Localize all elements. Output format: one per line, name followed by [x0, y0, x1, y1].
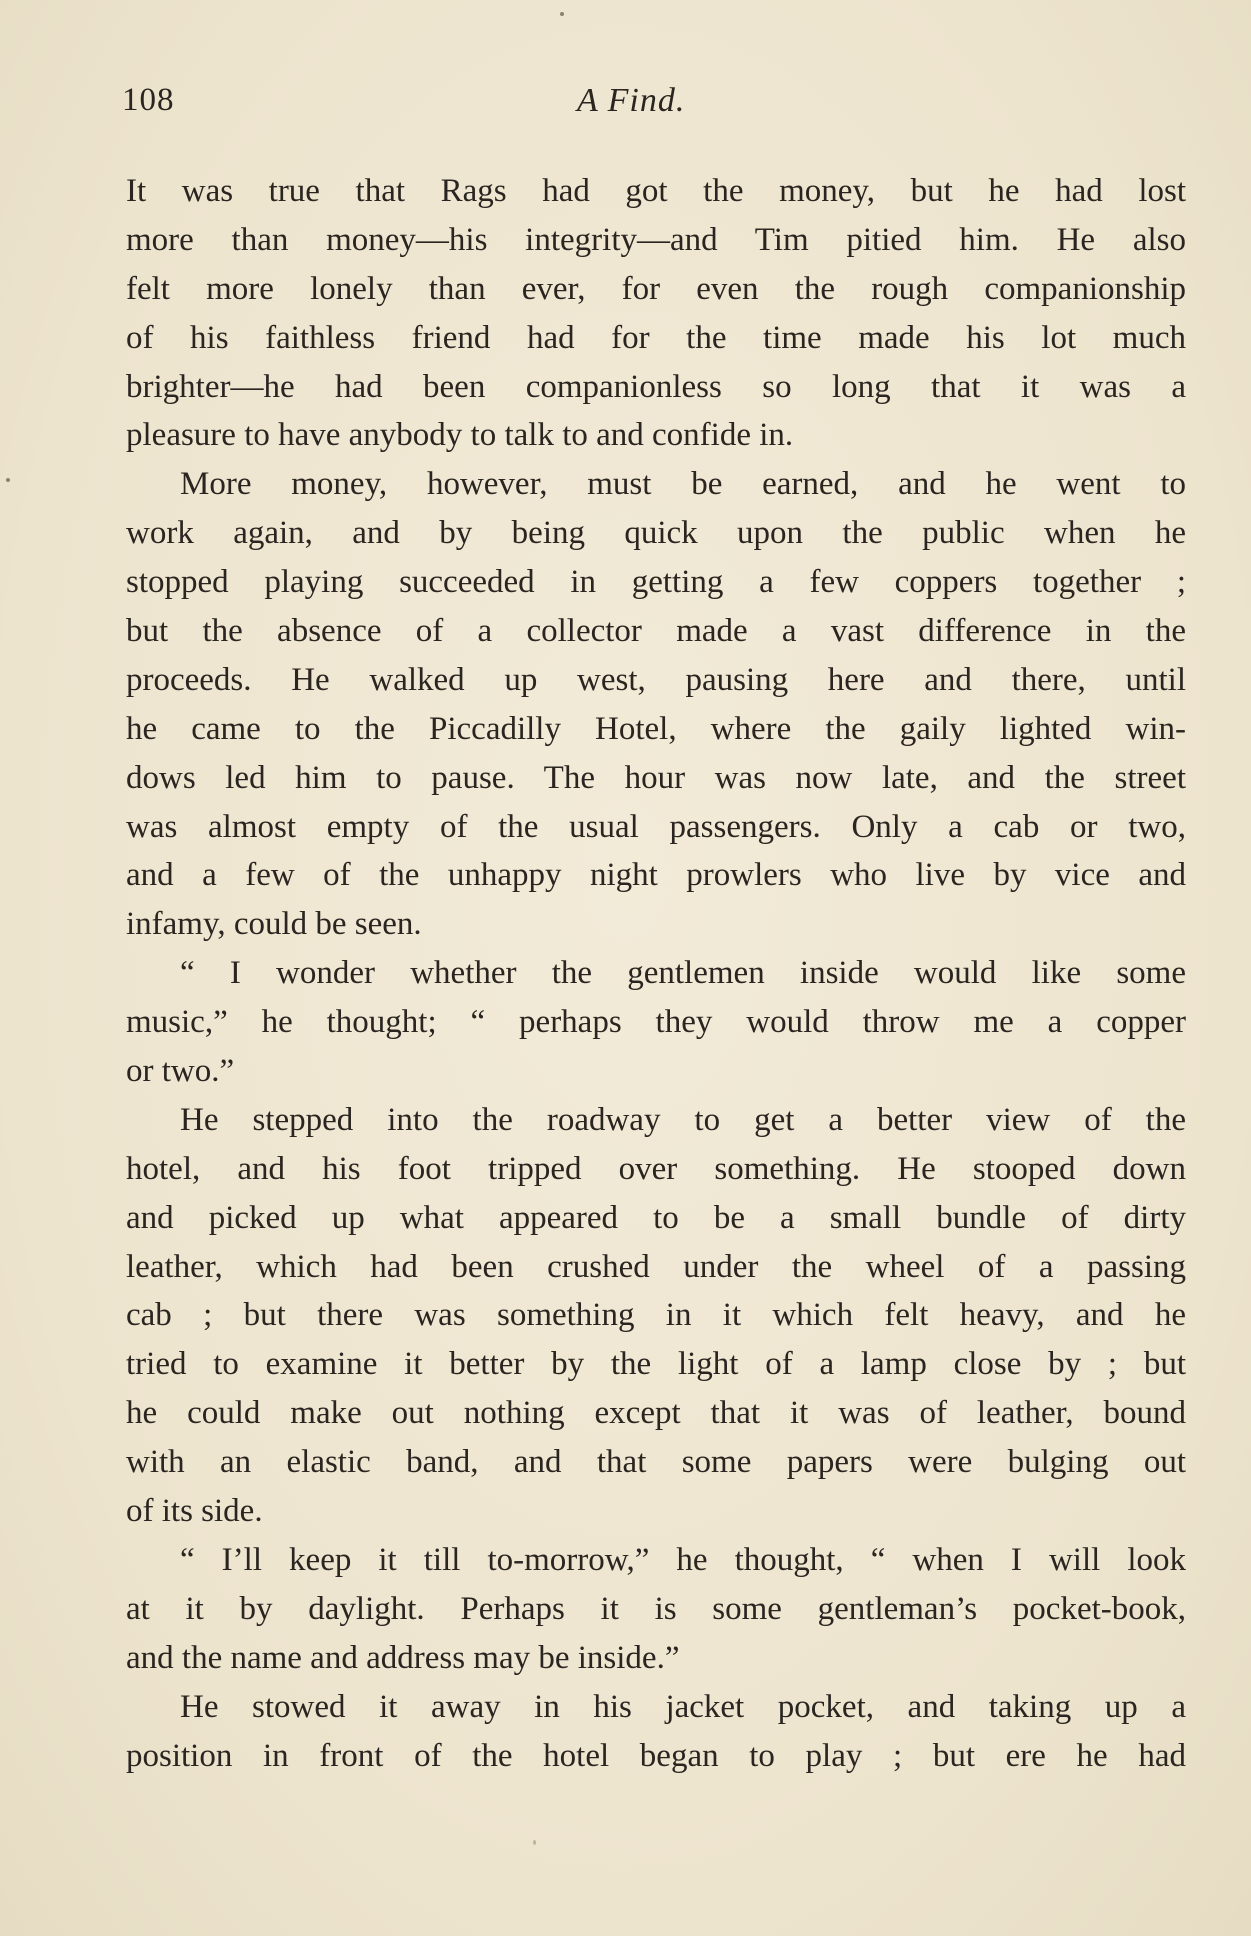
text-line: “ I wonder whether the gentlemen inside would like some	[180, 955, 1186, 992]
text-line: of its side.	[126, 1493, 263, 1530]
text-line: leather, which had been crushed under the wheel of a passing	[126, 1248, 1186, 1285]
paper-speck	[560, 12, 564, 16]
text-line: stopped playing succeeded in getting a few coppers together ;	[126, 564, 1186, 601]
text-line: “ I’ll keep it till to-morrow,” he thought, “ when I will look	[180, 1541, 1186, 1578]
text-line: dows led him to pause. The hour was now late, and the street	[126, 759, 1186, 796]
text-line: position in front of the hotel began to play ; but ere he had	[126, 1737, 1186, 1774]
text-line: music,” he thought; “ perhaps they would throw me a copper	[126, 1004, 1186, 1041]
text-line: and a few of the unhappy night prowlers who live by vice and	[126, 857, 1186, 894]
text-line: but the absence of a collector made a vast difference in the	[126, 613, 1186, 650]
text-line: of his faithless friend had for the time made his lot much	[126, 319, 1186, 356]
text-line: felt more lonely than ever, for even the rough companionship	[126, 270, 1186, 307]
text-line: was almost empty of the usual passengers. Only a cab or two,	[126, 808, 1186, 845]
text-line: or two.”	[126, 1053, 235, 1090]
running-title: A Find.	[577, 82, 686, 119]
text-line: with an elastic band, and that some papers were bulging out	[126, 1444, 1186, 1481]
text-line: It was true that Rags had got the money, but he had lost	[126, 173, 1186, 209]
text-line: and picked up what appeared to be a small bundle of dirty	[126, 1199, 1186, 1236]
text-line: and the name and address may be inside.”	[126, 1639, 680, 1676]
paper-speck	[6, 478, 10, 482]
text-line: He stepped into the roadway to get a better view of the	[180, 1101, 1186, 1138]
body-text	[126, 167, 1186, 1780]
text-line: work again, and by being quick upon the public when he	[126, 515, 1186, 552]
text-line: infamy, could be seen.	[126, 906, 422, 943]
text-line: hotel, and his foot tripped over something. He stooped down	[126, 1150, 1186, 1187]
text-line: tried to examine it better by the light of a lamp close by ; but	[126, 1346, 1186, 1383]
text-line: he could make out nothing except that it was of leather, bound	[126, 1395, 1186, 1432]
text-line: More money, however, must be earned, and he went to	[180, 466, 1186, 503]
text-line: pleasure to have anybody to talk to and confide in.	[126, 417, 794, 454]
page-header	[122, 82, 1192, 132]
text-line: at it by daylight. Perhaps it is some gentleman’s pocket-book,	[126, 1590, 1186, 1627]
paper-speck	[533, 1840, 536, 1845]
text-line: brighter—he had been companionless so long that it was a	[126, 368, 1186, 405]
text-line: he came to the Piccadilly Hotel, where the gaily lighted win-	[126, 710, 1186, 747]
text-line: He stowed it away in his jacket pocket, and taking up a	[180, 1688, 1186, 1725]
text-line: more than money—his integrity—and Tim pitied him. He also	[126, 221, 1186, 258]
page-number: 108	[122, 82, 175, 118]
text-line: proceeds. He walked up west, pausing here and there, until	[126, 661, 1186, 698]
text-line: cab ; but there was something in it which felt heavy, and he	[126, 1297, 1186, 1334]
